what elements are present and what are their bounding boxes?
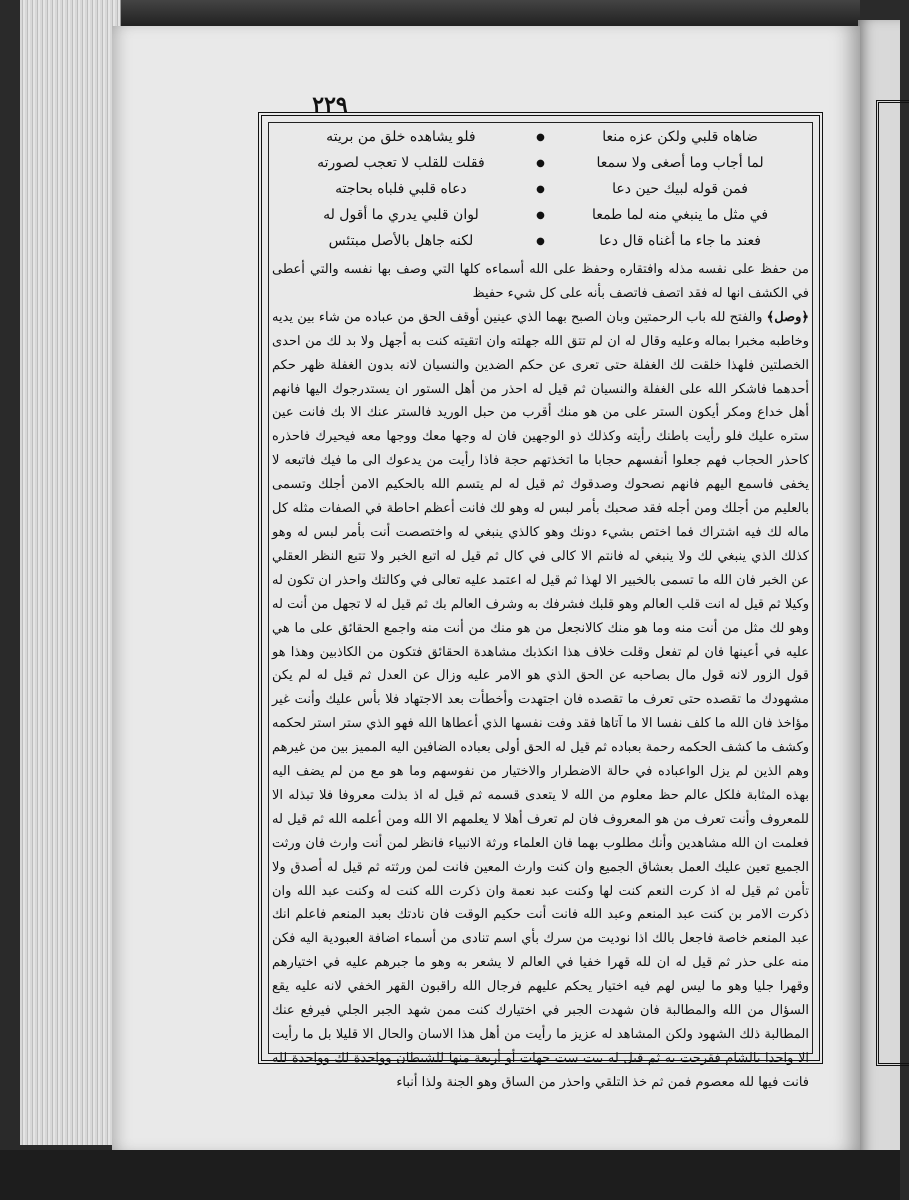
- page-number: ٢٢٩: [312, 92, 348, 118]
- verse-second-hemistich: في مثل ما ينبغي منه لما طمعا: [592, 207, 769, 223]
- verse-separator: ●: [536, 209, 545, 221]
- verse-second-hemistich: فمن قوله لبيك حين دعا: [612, 181, 748, 197]
- verse-separator: ●: [536, 157, 545, 169]
- verse-separator: ●: [536, 183, 545, 195]
- poem-verse: [282, 176, 799, 202]
- verse-separator: ●: [536, 131, 545, 143]
- verse-first-hemistich: لوان قلبي يدري ما أقول له: [323, 207, 479, 223]
- paragraph-text: والفتح لله باب الرحمتين وبان الصبح بهما الذي عينين أوقف الحق من عباده من شاء بين يديه وخاطبه مخبرا بماله وعليه وقال له ان لم تتق الله جهلته وان اتقيته كنت به أجهل ولا بد لك من احدى الخصلتين فلهذا خلقت لك الغفلة حتى تعرى عن حكم الضدين والنسيان لانه بدون الغفلة ظهر حكم أحدهما فاشكر الله على الغفلة والنسيان ثم قيل له احذر من أهل الستور ان يستدرجوك اليها فانهم أهل خداع ومكر أيكون الستر على من هو منك أقرب من حبل الوريد فالستر عنك الا بك فانت عين ستره عليك فلو رأيت باطنك رأيته وكذلك ذو الوجهين فان له وجها معك ووجها معه فيحيرك فاحذره كاحذر الحجاب فهم جعلوا أنفسهم حجابا ما اتخذتهم حجة فاذا رأيت من يدعوك الى ما فيك فاتبعه لا يخفى فاسمع اليهم فانهم نصحوك وصدقوك ثم قيل له لم يتسم الله بالحكيم الامن أجلك وتسمى بالعليم من أجلك ومن أجله فقد صحبك بأمر لبس له وهو لك فانت أعظم احاطة في الصفات مثله كل ماله لك فيه اشتراك فما اختص بشيء دونك وهو كالذي ينبغي له واختصصت أنت بأمر لبس له وهو كذلك الذي ينبغي لك ولا ينبغي له فانتم الا كالى في كال ثم قيل له اتبع الخبر ولا تتبع النظر العقلي عن الخبر فان الله ما تسمى بالخبير الا لهذا ثم قيل له اعتمد عليه تعالى في وكالتك واحذر ان تكون له وكيلا ثم قيل له انت قلب العالم وهو قلبك فشرفك به وشرف العالم بك ثم قيل له لا تجهل من أنت له وهو لك مثل من أنت منه وما هو منك كالانجعل من هو منك من أنت منه واجمع الحقائق على ما هي عليه في أعينها فان لم تفعل وقلت خلاف هذا انكذبك مشاهدة الحقائق فتكون من الكاذبين وهذا هو قول الزور لانه قول مال بصاحبه عن الحق الذي هو الامر عليه وزال عن العدل ثم قيل له لم يكن مشهودك ما تقصده حتى تعرف ما تقصده فان اجتهدت وأخطأت بعد الاجتهاد فلا بأس عليك وأنت غير مؤاخذ فان الله ما كلف نفسا الا ما آتاها فقد وفت نفسها الذي أعطاها الله فهو الذي ستر استر لحكمه وكشف ما كشف الحكمه رحمة بعباده ثم قيل له الحق أولى بعباده الضافين اليه المميز بين من غيرهم وهم الذين لم يزل الواعباده في حالة الاضطرار والاختيار من نفوسهم وما هو مع من لم يضف اليه بهذه المثابة فلكل عالم حظ معلوم من الله لا يتعدى قسمه ثم قيل له اذ بذلت معروفا فلا تبذله الا للمعروف وأنت تعرف من هو المعروف فان لم تعرف أهلا لا يعلمهم الا الله ومن أعلمه الله ثم قيل له فعلمت ان الله مشاهدين وأنك مطلوب بهما فان العلماء ورثة الانبياء فانظر لمن أنت وارث فان ورثت الجميع تعين عليك العمل بعشاق الجميع وان كنت وارث المعين فانت لمن ورثته ثم قيل له أصدق ولا تأمن ثم قيل له اذ كرت النعم كنت لها وكنت عبد نعمة وان ذكرت الله كنت له وكنت عبد الله وان ذكرت الامر بن كنت عبد المنعم وعبد الله فانت أنت حكيم الوقت فان نادتك بعبد المنعم فاعلم انك عبد المنعم خاصة فاجعل بالك اذا نوديت من سرك بأي اسم تنادى من أسماء اضافة العبودية اليه فكن منه على حذر ثم قيل له ان لله قهرا خفيا في العالم لا يشعر به وهو ما جبرهم عليه في اختيارهم وقهرا جليا وهو ما ليس لهم فيه اختيار يحكم عليهم فرجال الله راقبون القهر الخفي لانه عليه يقع السؤال من الله والمطالبة فان شهدت الجبر في اختيارك كنت ممن شهد الجبر الجلي فيرفع عنك المطالبة ذلك الشهود ولكن المشاهد له عزيز ما رأيت من أهل هذا الاسان والحال الا قليلا بل ما رأيت الا واحدا بالشام فقرحت به ثم قيل له بيت ست جهات أو أربعة منها للشيطان وواحدة لك وواحدة لله فانت فيها لله معصوم فمن ثم خذ التلقي واحذر من الساق وهو الجنة ولذا أنباء: [272, 309, 809, 1090]
- background-bottom: [0, 1150, 900, 1200]
- facing-page-frame: [876, 100, 909, 1066]
- text-frame: [258, 112, 823, 1090]
- verse-second-hemistich: فعند ما جاء ما أغناه قال دعا: [599, 233, 761, 249]
- verse-second-hemistich: ضاهاه قلبي ولكن عزه منعا: [602, 129, 758, 145]
- poem: [282, 124, 799, 254]
- prose-body: [272, 258, 809, 1090]
- verse-first-hemistich: فلو يشاهده خلق من بريته: [326, 129, 476, 145]
- verse-first-hemistich: فقلت للقلب لا تعجب لصورته: [317, 155, 485, 171]
- verse-second-hemistich: لما أجاب وما أصغى ولا سمعا: [596, 155, 764, 171]
- book-page-edges: [20, 0, 121, 1145]
- verse-separator: ●: [536, 235, 545, 247]
- poem-verse: [282, 202, 799, 228]
- poem-verse: [282, 228, 799, 254]
- poem-verse: [282, 150, 799, 176]
- verse-first-hemistich: لكنه جاهل بالأصل مبتئس: [328, 233, 474, 249]
- paragraph: [272, 306, 809, 1095]
- poem-verse: [282, 124, 799, 150]
- verse-first-hemistich: دعاه قلبي فلباه بحاجته: [335, 181, 467, 197]
- section-heading-wasl: ﴿وصل﴾: [766, 309, 809, 325]
- paragraph: من حفظ على نفسه مذله وافتقاره وحفظ على الله أسماءه كلها التي وصف بها نفسه والتي أعطى في الكشف انها له فقد اتصف فاتصف بأنه على كل شيء حفيظ: [272, 262, 809, 301]
